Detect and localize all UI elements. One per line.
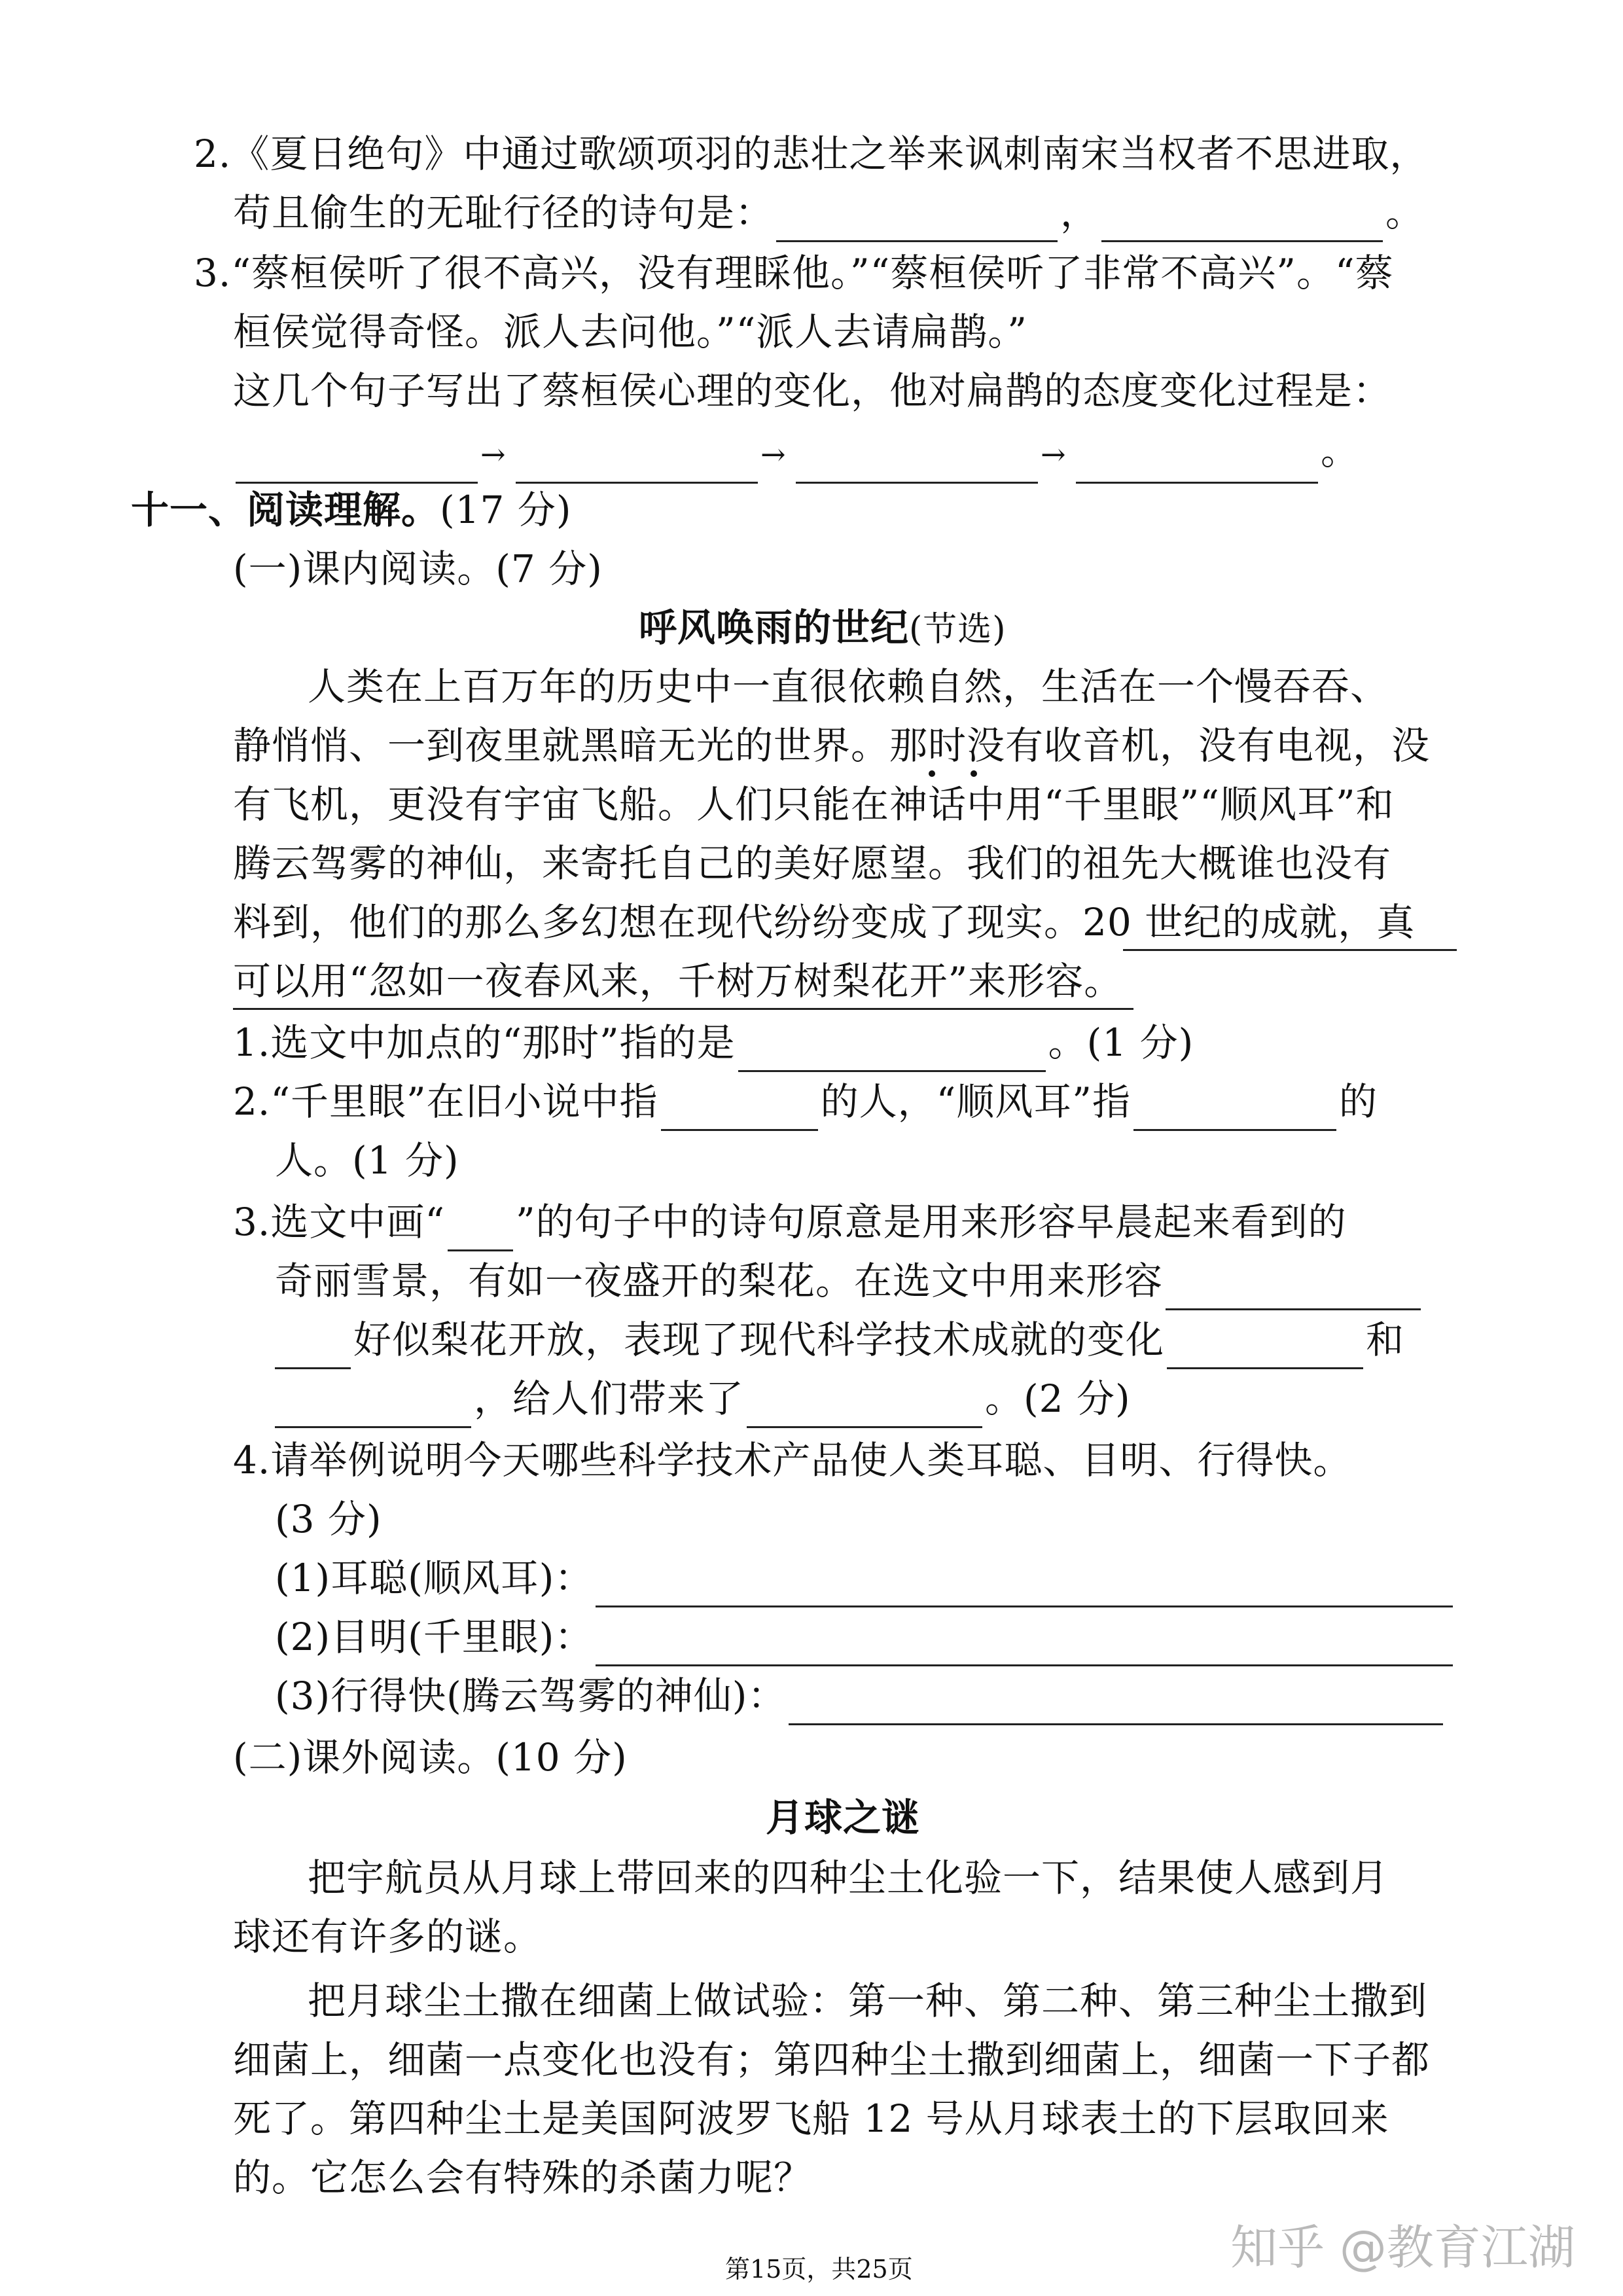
part1-q3-text6: ，给人们带来了 <box>474 1376 745 1421</box>
part1-q3-cont <box>275 1251 1423 1310</box>
part2-para-line: 死了。第四种尘土是美国阿波罗飞船 12 号从月球表土的下层取回来 <box>233 2096 1389 2141</box>
part1-q3-text5: 和 <box>1366 1318 1405 1362</box>
part1-title-line <box>639 598 1007 657</box>
part2-para-line: 把月球尘土撒在细菌上做试验：第一种、第二种、第三种尘土撒到 <box>308 1979 1428 2023</box>
answer-blank[interactable] <box>1167 1328 1363 1369</box>
section-11-title: 十一、阅读理解。 <box>131 488 440 532</box>
part1-q3-score: 。(2 分) <box>985 1376 1131 1421</box>
part1-q4-item3 <box>275 1666 1446 1725</box>
q3-line3: 这几个句子写出了蔡桓侯心理的变化，他对扁鹊的态度变化过程是： <box>233 368 1392 413</box>
q3-line2: 桓侯觉得奇怪。派人去问他。”“派人去请扁鹊。” <box>233 310 1027 354</box>
part1-q4-item3-label: (3)行得快(腾云驾雾的神仙)： <box>275 1674 787 1718</box>
answer-blank[interactable] <box>789 1684 1443 1725</box>
q2-end: 。 <box>1385 190 1425 235</box>
q3-answer-line <box>233 422 1359 480</box>
part1-q3-text: 3.选文中画“ <box>233 1200 445 1244</box>
answer-blank[interactable] <box>661 1090 818 1131</box>
answer-blank[interactable] <box>738 1031 1046 1072</box>
part1-q4-item2-label: (2)目明(千里眼)： <box>275 1615 594 1659</box>
part1-heading: (一)课内阅读。(7 分) <box>233 547 603 591</box>
part2-para-line: 的。它怎么会有特殊的杀菌力呢？ <box>233 2155 813 2200</box>
part1-q1-score: 。(1 分) <box>1048 1020 1194 1065</box>
page-number: 第15页，共25页 <box>725 2255 913 2284</box>
part1-q2-text3: 的 <box>1338 1079 1378 1124</box>
part1-q3-cont3 <box>275 1369 1131 1428</box>
part1-para-line: 料到，他们的那么多幻想在现代纷纷变成了现实。20 世纪的成就，真 <box>233 900 1416 944</box>
q2-line2 <box>233 183 1424 242</box>
answer-blank[interactable] <box>1076 442 1318 484</box>
part1-q3 <box>233 1193 1347 1251</box>
part1-q1-text: 1.选文中加点的“那时”指的是 <box>233 1020 736 1065</box>
part1-para-line: 静悄悄、一到夜里就黑暗无光的世界。那时没有收音机，没有电视，没 <box>233 723 1431 768</box>
answer-blank[interactable] <box>796 442 1038 484</box>
part2-para-line: 球还有许多的谜。 <box>233 1914 543 1959</box>
q2-line2-text: 苟且偷生的无耻行径的诗句是： <box>233 190 774 235</box>
answer-blank[interactable] <box>776 201 1058 242</box>
part1-q4-item1 <box>275 1549 1455 1607</box>
answer-blank[interactable] <box>1166 1269 1421 1310</box>
article-title-note: (节选) <box>909 610 1007 649</box>
part1-q4: 4.请举例说明今天哪些科学技术产品使人类耳聪、目明、行得快。 <box>233 1438 1352 1482</box>
q2-sep: ， <box>1060 190 1099 235</box>
part1-para-line: 可以用“忽如一夜春风来，千树万树梨花开”来形容。 <box>233 959 1123 1003</box>
answer-blank[interactable] <box>596 1566 1453 1607</box>
part1-q2-cont: 人。(1 分) <box>275 1138 459 1183</box>
answer-blank[interactable] <box>1133 1090 1336 1131</box>
arrow-right-icon: → <box>480 436 507 472</box>
section-11-heading <box>131 480 572 539</box>
q2-line1: 2.《夏日绝句》中通过歌颂项羽的悲壮之举来讽刺南宋当权者不思进取， <box>194 132 1429 176</box>
part1-q3-text4: 好似梨花开放，表现了现代科学技术成就的变化 <box>353 1318 1165 1362</box>
part1-q3-cont2 <box>275 1310 1404 1369</box>
q3-end: 。 <box>1321 429 1360 473</box>
sentence-underline <box>233 1008 1133 1010</box>
answer-blank[interactable] <box>236 442 478 484</box>
part1-q2 <box>233 1072 1378 1131</box>
arrow-right-icon: → <box>1041 436 1067 472</box>
part1-q4-score: (3 分) <box>275 1497 382 1541</box>
answer-blank[interactable] <box>275 1387 471 1428</box>
part1-para-line: 腾云驾雾的神仙，来寄托自己的美好愿望。我们的祖先大概谁也没有 <box>233 841 1392 886</box>
underline-sample <box>448 1210 513 1251</box>
part1-para-line: 有飞机，更没有宇宙飞船。人们只能在神话中用“千里眼”“顺风耳”和 <box>233 782 1395 827</box>
part2-para-line: 细菌上，细菌一点变化也没有；第四种尘土撒到细菌上，细菌一下子都 <box>233 2037 1431 2082</box>
article-title: 呼风唤雨的世纪 <box>639 605 910 650</box>
part2-title <box>766 1788 920 1847</box>
part1-q4-item2 <box>275 1607 1455 1666</box>
article-title: 月球之谜 <box>766 1795 921 1840</box>
sentence-underline <box>1123 949 1457 951</box>
answer-blank[interactable] <box>747 1387 982 1428</box>
answer-blank[interactable] <box>596 1625 1453 1666</box>
part1-para-line: 人类在上百万年的历史中一直很依赖自然，生活在一个慢吞吞、 <box>308 664 1389 709</box>
answer-blank[interactable] <box>516 442 758 484</box>
part1-q3-text2: ”的句子中的诗句原意是用来形容早晨起来看到的 <box>516 1200 1347 1244</box>
section-11-score: (17 分) <box>440 488 572 532</box>
q3-line1: 3.“蔡桓侯听了很不高兴，没有理睬他。”“蔡桓侯听了非常不高兴”。“蔡 <box>194 251 1394 295</box>
part1-q2-text: 2.“千里眼”在旧小说中指 <box>233 1079 658 1124</box>
part1-q3-text3: 奇丽雪景，有如一夜盛开的梨花。在选文中用来形容 <box>275 1259 1164 1303</box>
part1-q4-item1-label: (1)耳聪(顺风耳)： <box>275 1556 594 1600</box>
watermark: 知乎 @教育江湖 <box>1230 2220 1575 2275</box>
part2-heading: (二)课外阅读。(10 分) <box>233 1735 628 1780</box>
answer-blank[interactable] <box>1101 201 1383 242</box>
arrow-right-icon: → <box>760 436 787 472</box>
part2-para-line: 把宇航员从月球上带回来的四种尘土化验一下，结果使人感到月 <box>308 1856 1389 1900</box>
answer-blank[interactable] <box>275 1328 351 1369</box>
part1-q2-text2: 的人，“顺风耳”指 <box>820 1079 1131 1124</box>
part1-q1 <box>233 1013 1194 1072</box>
